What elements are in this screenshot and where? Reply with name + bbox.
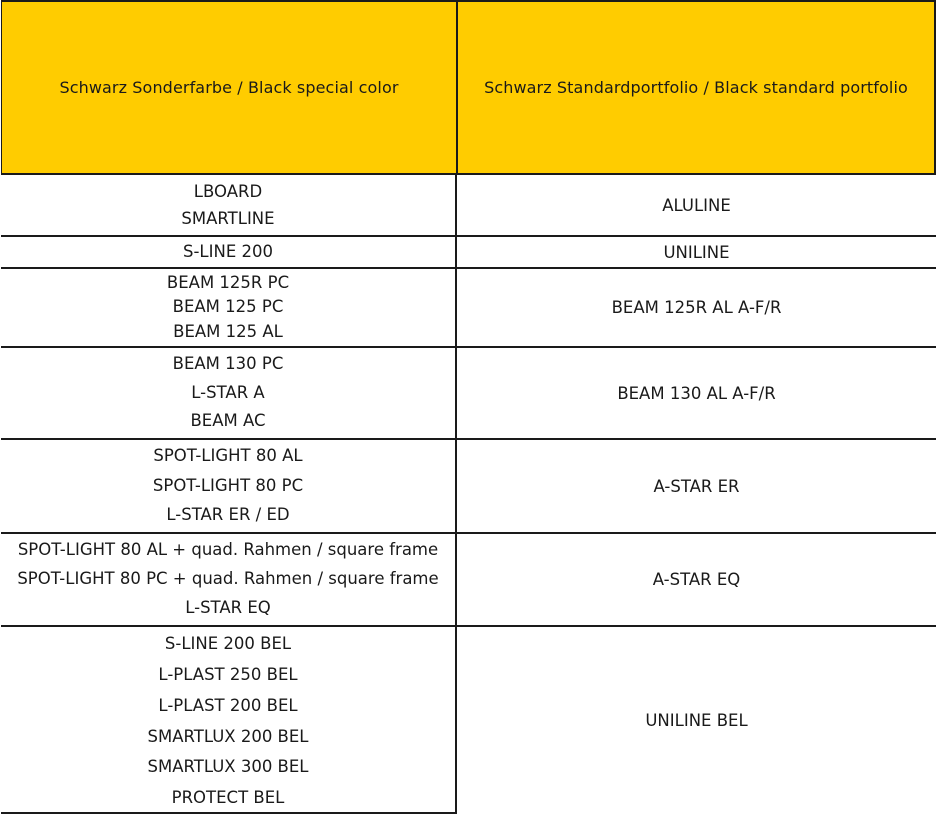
special-item: SPOT-LIGHT 80 AL — [153, 446, 303, 466]
table-header — [1, 0, 936, 175]
standard-cell: UNILINE BEL — [455, 627, 936, 814]
special-item: SMARTLUX 300 BEL — [147, 757, 309, 777]
table-row — [1, 534, 936, 627]
special-item: SMARTLINE — [181, 209, 275, 229]
special-cell — [1, 269, 455, 346]
special-item: BEAM AC — [190, 411, 266, 431]
special-item: PROTECT BEL — [171, 788, 285, 808]
special-item: L-PLAST 200 BEL — [158, 695, 298, 715]
special-item: S-LINE 200 BEL — [164, 634, 292, 654]
special-item: S-LINE 200 — [183, 241, 273, 261]
special-item: SPOT-LIGHT 80 AL + quad. Rahmen / square frame — [17, 540, 439, 560]
table-row — [1, 440, 936, 534]
special-cell — [1, 627, 455, 814]
special-item: BEAM 125R PC — [166, 272, 290, 292]
table-row — [1, 237, 936, 269]
standard-cell: A-STAR EQ — [455, 534, 936, 625]
special-item: SMARTLUX 200 BEL — [147, 726, 309, 746]
special-item: BEAM 125 PC — [172, 297, 284, 317]
special-item: BEAM 125 AL — [173, 321, 283, 341]
standard-cell: ALULINE — [455, 175, 936, 235]
special-cell — [1, 440, 455, 532]
special-cell — [1, 175, 455, 235]
table-row — [1, 348, 936, 440]
special-item: L-STAR A — [191, 382, 265, 402]
special-item: L-STAR EQ — [185, 598, 271, 618]
special-item: L-STAR ER / ED — [166, 505, 290, 525]
special-cell — [1, 348, 455, 438]
special-cell — [1, 237, 455, 267]
standard-cell: UNILINE — [455, 237, 936, 267]
header-standard-portfolio: Schwarz Standardportfolio / Black standard portfolio — [456, 2, 934, 173]
standard-cell: A-STAR ER — [455, 440, 936, 532]
special-item: L-PLAST 250 BEL — [158, 664, 298, 684]
special-item: LBOARD — [193, 182, 263, 202]
color-mapping-table — [1, 0, 936, 814]
special-item: SPOT-LIGHT 80 PC + quad. Rahmen / square frame — [17, 569, 439, 589]
table-row — [1, 175, 936, 237]
standard-cell: BEAM 125R AL A-F/R — [455, 269, 936, 346]
special-cell — [1, 534, 455, 625]
table-row — [1, 269, 936, 348]
header-special-color: Schwarz Sonderfarbe / Black special color — [59, 78, 399, 97]
table-row — [1, 627, 936, 814]
bottom-border — [1, 812, 456, 814]
special-item: BEAM 130 PC — [172, 354, 284, 374]
special-item: SPOT-LIGHT 80 PC — [152, 475, 304, 495]
standard-cell: BEAM 130 AL A-F/R — [455, 348, 936, 438]
